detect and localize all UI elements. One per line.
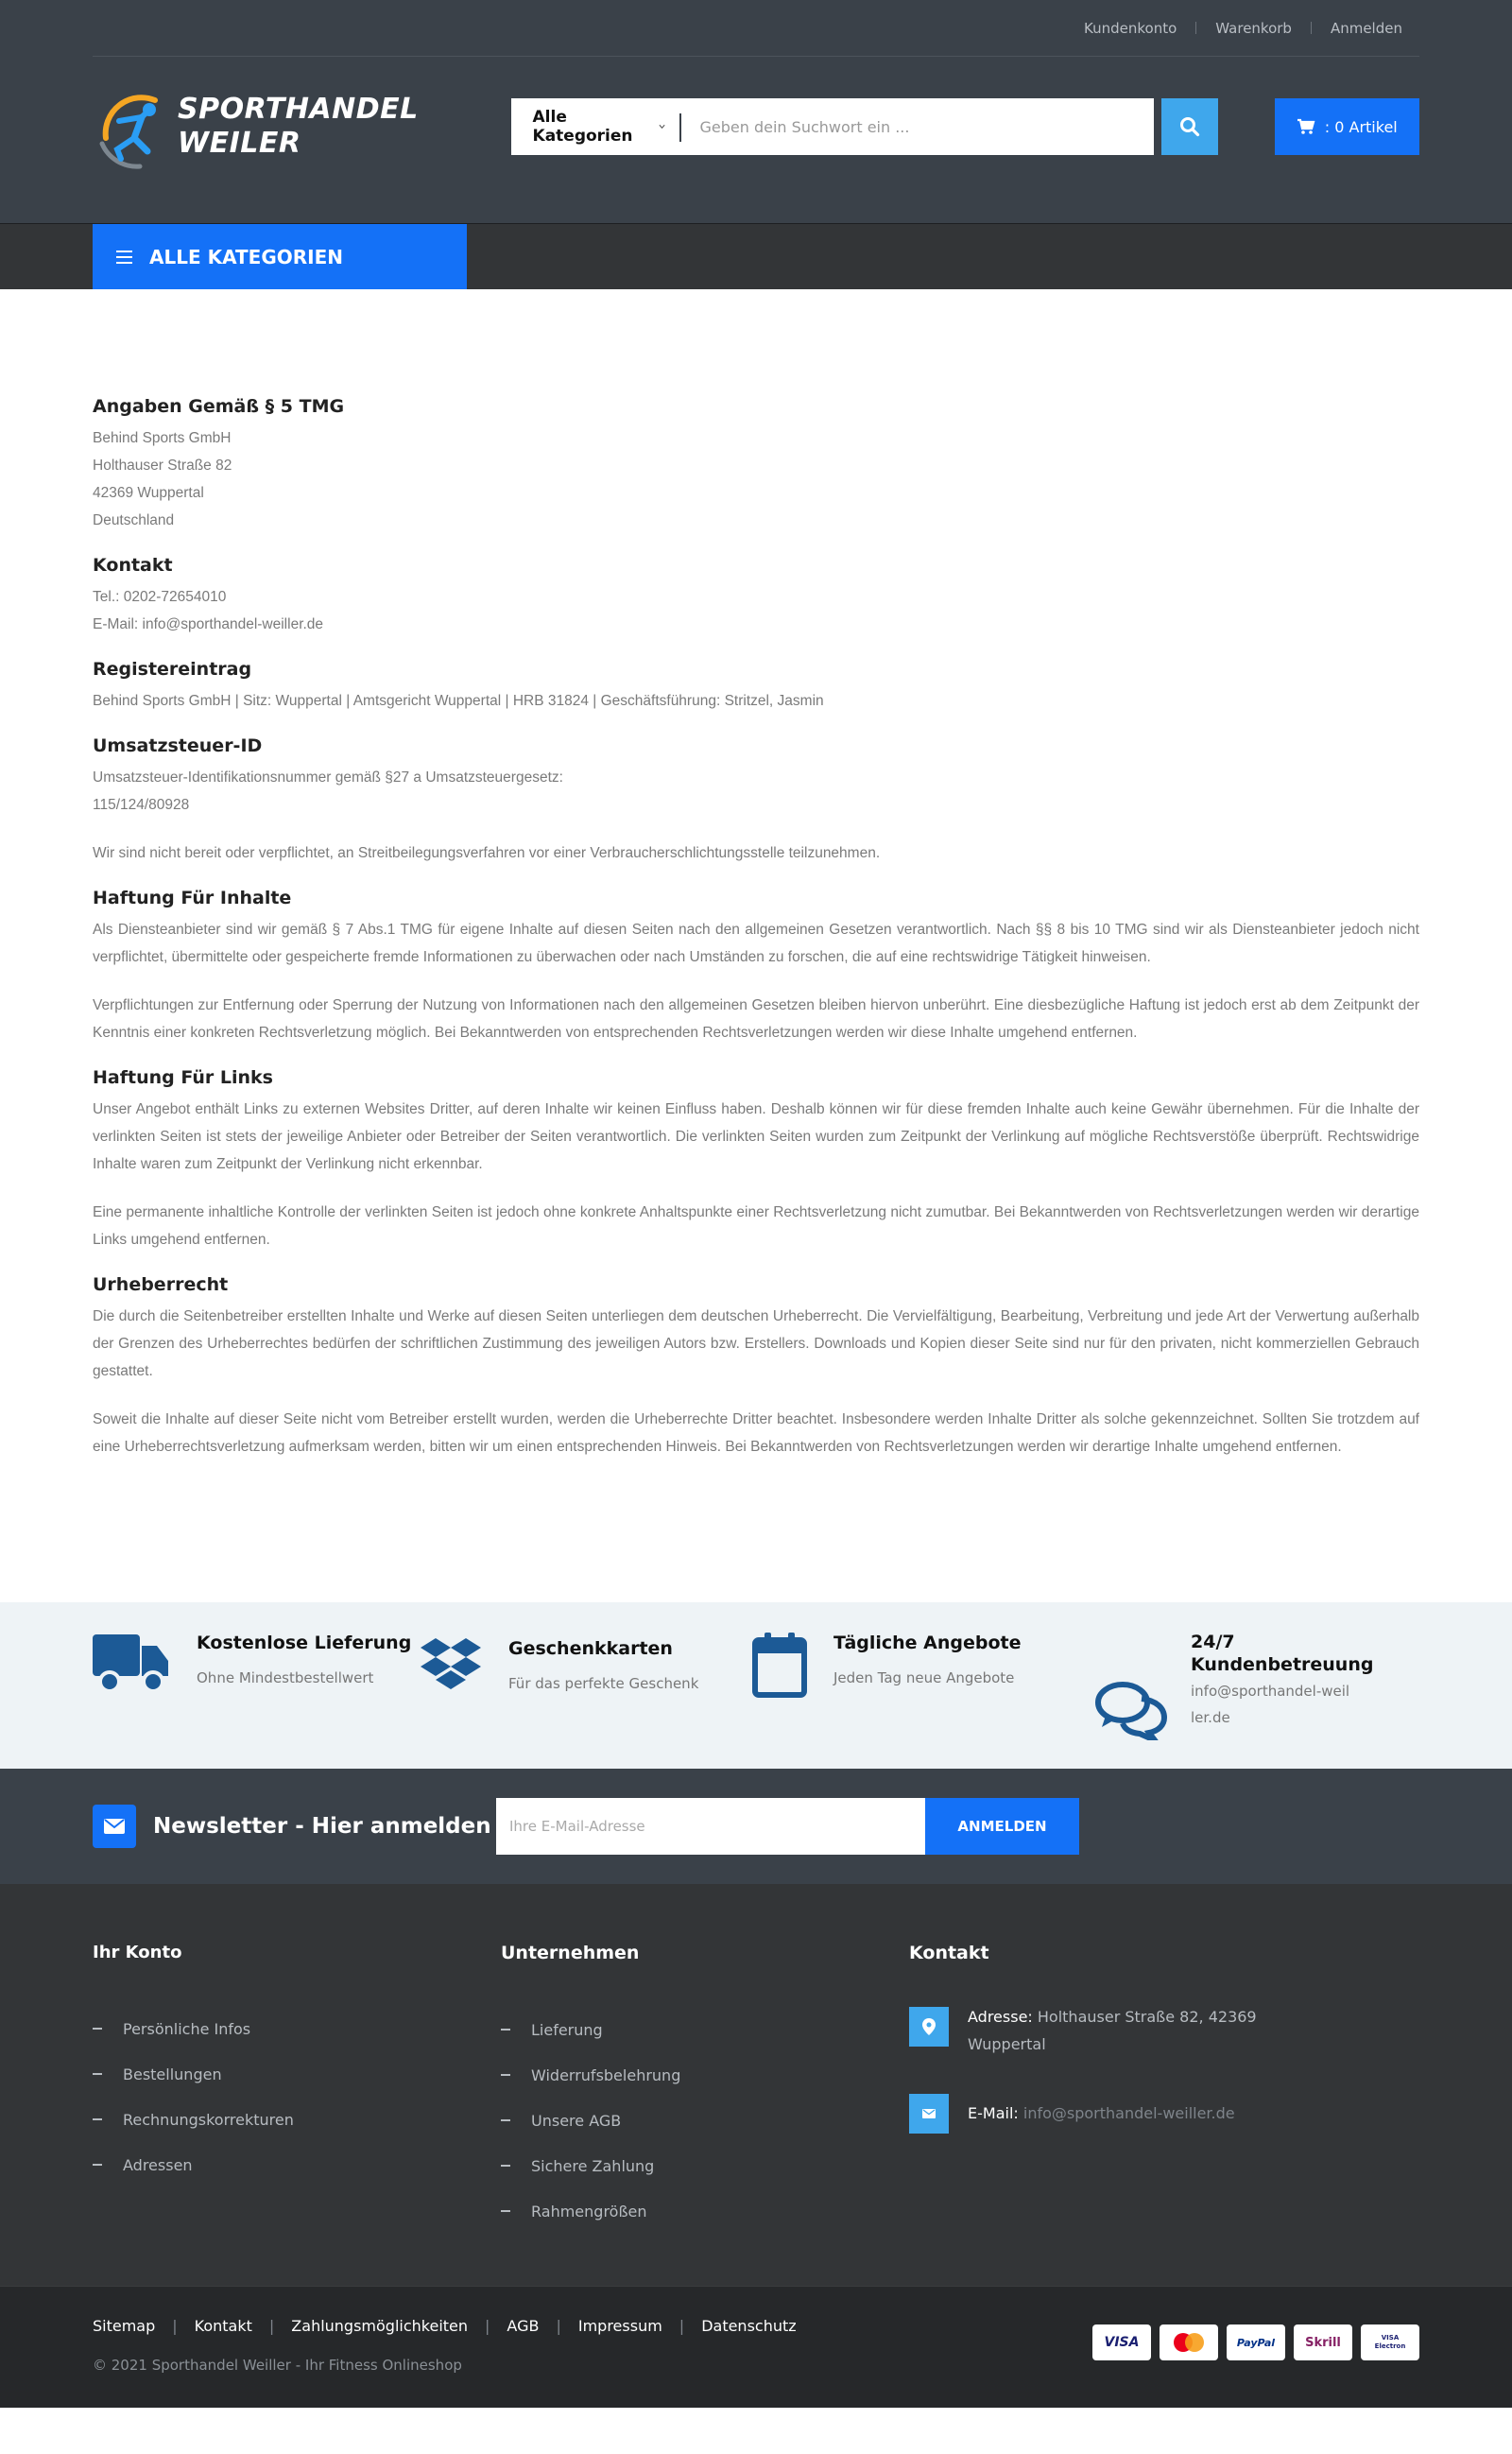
visa-icon: VISA: [1092, 2324, 1151, 2360]
haftung-links-paragraph: Eine permanente inhaltliche Kontrolle der verlinkten Seiten ist jedoch ohne konkrete Anhaltspunkte einer Rechtsverletzung nicht zumutbar. Bei Bekanntwerden von Rechtsverletzungen werden wir derartige Links umgehend entfernen.: [93, 1204, 1419, 1248]
link-zahlung[interactable]: Zahlungsmöglichkeiten: [291, 2317, 469, 2335]
link-impressum[interactable]: Impressum: [577, 2317, 662, 2335]
bottom-links: [93, 2317, 797, 2335]
footer-link[interactable]: [501, 2098, 909, 2143]
feature-item: [1094, 1602, 1419, 1740]
site-footer: [0, 1884, 1512, 2286]
tmg-line: Holthauser Straße 82: [93, 458, 232, 474]
address-label: Adresse:: [968, 2008, 1033, 2026]
envelope-icon: [909, 2094, 949, 2134]
newsletter-subscribe-button[interactable]: ANMELDEN: [925, 1798, 1079, 1855]
email-line: E-Mail: info@sporthandel-weiller.de: [93, 616, 324, 632]
link-agb[interactable]: AGB: [507, 2317, 540, 2335]
newsletter-bar: [0, 1769, 1512, 1884]
urheberrecht-paragraph: Soweit die Inhalte auf dieser Seite nicht vom Betreiber erstellt wurden, werden die Urheberrechte Dritter beachtet. Insbesondere werden Inhalte Dritter als solche gekennzeichnet. Sollten Sie trotzdem auf eine Urheberrechtsverletzung aufmerksam werden, bitten wir um einen entsprechenden Hinweis. Bei Bekanntwerden von Rechtsverletzungen werden wir derartige Inhalte umgehend entfernen.: [93, 1411, 1419, 1455]
category-select[interactable]: [511, 98, 681, 155]
address-value: Holthauser Straße 82, 42369 Wuppertal: [968, 2008, 1257, 2053]
feature-item: [752, 1602, 1094, 1699]
dash-icon: [501, 2210, 510, 2212]
contact-address: [909, 2007, 1419, 2058]
footer-link[interactable]: [93, 2142, 501, 2187]
impressum-content: [0, 289, 1512, 1602]
feature-subtitle: Für das perfekte Geschenk: [508, 1675, 699, 1692]
feature-subtitle: Ohne Mindestbestellwert: [197, 1669, 374, 1686]
paypal-icon: PayPal: [1227, 2324, 1285, 2360]
dash-icon: [93, 2028, 102, 2030]
search-bar: [511, 98, 1218, 155]
dropbox-icon: [420, 1638, 482, 1693]
link-warenkorb[interactable]: Warenkorb: [1215, 19, 1292, 37]
footer-link-label: Adressen: [123, 2155, 193, 2174]
feature-subtitle: info@sporthandel-weiller.de: [1191, 1683, 1350, 1726]
footer-link-label: Lieferung: [531, 2020, 603, 2039]
dash-icon: [501, 2119, 510, 2121]
urheberrecht-paragraph: Die durch die Seitenbetreiber erstellten Inhalte und Werke auf diesen Seiten unterliegen dem deutschen Urheberrecht. Die Vervielfältigung, Bearbeitung, Verbreitung und jede Art der Verwertung außerhalb der Grenzen des Urheberrechtes bedürfen der schriftlichen Zustimmung des jeweiligen Autors bzw. Erstellers. Downloads und Kopien dieser Seite sind nur für den privaten, nicht kommerziellen Gebrauch gestattet.: [93, 1308, 1419, 1379]
category-bar: [0, 223, 1512, 289]
feature-title: Kostenlose Lieferung: [197, 1633, 412, 1653]
tmg-line: 42369 Wuppertal: [93, 485, 204, 501]
haftung-inhalte-heading: Haftung Für Inhalte: [93, 888, 292, 908]
logo-line-2: WEILER: [178, 127, 301, 160]
newsletter-email-input[interactable]: [496, 1798, 925, 1855]
register-heading: Registereintrag: [93, 659, 252, 680]
footer-link[interactable]: [93, 2006, 501, 2051]
footer-link[interactable]: [501, 2143, 909, 2188]
logo-line-1: SPORTHANDEL: [178, 93, 419, 126]
ust-heading: Umsatzsteuer-ID: [93, 735, 263, 756]
dash-icon: [501, 2165, 510, 2167]
ust-line: 115/124/80928: [93, 797, 190, 813]
haftung-links-heading: Haftung Für Links: [93, 1067, 273, 1088]
email-label: E-Mail:: [968, 2104, 1019, 2122]
footer-link-label: Unsere AGB: [531, 2111, 622, 2130]
dash-icon: [501, 2029, 510, 2031]
footer-link-label: Bestellungen: [123, 2065, 222, 2083]
footer-heading: Ihr Konto: [93, 1943, 182, 1962]
footer-link-label: Rahmengrößen: [531, 2202, 647, 2221]
athlete-logo-icon: [93, 79, 178, 174]
envelope-icon: [93, 1805, 136, 1848]
footer-link[interactable]: [501, 2007, 909, 2052]
footer-column-konto: [93, 1943, 501, 2234]
link-kontakt[interactable]: Kontakt: [194, 2317, 252, 2335]
category-select-value: Alle Kategorien: [532, 108, 633, 146]
footer-link[interactable]: [93, 2097, 501, 2142]
footer-link[interactable]: [93, 2051, 501, 2097]
chat-icon: [1094, 1680, 1168, 1740]
truck-icon: [93, 1633, 170, 1695]
bottom-bar: [0, 2286, 1512, 2408]
dash-icon: [93, 2073, 102, 2075]
feature-title: 24/7 Kundenbetreuung: [1191, 1632, 1374, 1675]
link-sitemap[interactable]: Sitemap: [93, 2317, 156, 2335]
divider: |: [556, 2317, 561, 2335]
footer-heading: Kontakt: [909, 1943, 989, 1963]
chevron-down-icon: [659, 124, 665, 130]
footer-heading: Unternehmen: [501, 1943, 640, 1963]
payment-methods: [1092, 2324, 1419, 2360]
menu-icon: [116, 247, 132, 268]
footer-link[interactable]: [501, 2052, 909, 2098]
link-anmelden[interactable]: Anmelden: [1330, 19, 1402, 37]
ust-line: Umsatzsteuer-Identifikationsnummer gemäß §27 a Umsatzsteuergesetz:: [93, 769, 563, 786]
top-bar: [93, 0, 1419, 57]
register-text: Behind Sports GmbH | Sitz: Wuppertal | Amtsgericht Wuppertal | HRB 31824 | Geschäftsführung: Stritzel, Jasmin: [93, 693, 824, 709]
footer-link-label: Widerrufsbelehrung: [531, 2065, 681, 2084]
tmg-heading: Angaben Gemäß § 5 TMG: [93, 396, 345, 417]
logo-text: [178, 93, 419, 161]
visa-electron-label: VISA Electron: [1374, 2334, 1406, 2350]
haftung-inhalte-paragraph: Verpflichtungen zur Entfernung oder Sperrung der Nutzung von Informationen nach den allgemeinen Gesetzen bleiben hiervon unberührt. Eine diesbezügliche Haftung ist jedoch erst ab dem Zeitpunkt der Kenntnis einer konkreten Rechtsverletzung möglich. Bei Bekanntwerden von entsprechenden Rechtsverletzungen werden wir diese Inhalte umgehend entfernen.: [93, 997, 1419, 1041]
link-kundenkonto[interactable]: Kundenkonto: [1084, 19, 1177, 37]
footer-column-unternehmen: [501, 1943, 909, 2234]
phone-line: Tel.: 0202-72654010: [93, 589, 227, 605]
kontakt-heading: Kontakt: [93, 555, 173, 576]
calendar-icon: [752, 1633, 807, 1699]
map-pin-icon: [909, 2007, 949, 2047]
copyright: © 2021 Sporthandel Weiller - Ihr Fitness Onlineshop: [93, 2357, 462, 2374]
all-categories-button[interactable]: [93, 224, 467, 289]
cart-button[interactable]: [1275, 98, 1419, 155]
tmg-line: Deutschland: [93, 512, 175, 528]
feature-item: [93, 1602, 420, 1695]
link-datenschutz[interactable]: Datenschutz: [701, 2317, 797, 2335]
skrill-icon: Skrill: [1294, 2324, 1352, 2360]
divider: |: [268, 2317, 275, 2335]
contact-email: [909, 2094, 1419, 2134]
divider: |: [172, 2317, 178, 2335]
mastercard-icon: [1160, 2324, 1218, 2360]
feature-subtitle: Jeden Tag neue Angebote: [833, 1669, 1015, 1686]
visa-electron-icon: [1361, 2324, 1419, 2360]
footer-link-label: Sichere Zahlung: [531, 2156, 655, 2175]
newsletter-title: Newsletter - Hier anmelden: [153, 1814, 491, 1839]
all-categories-label: ALLE KATEGORIEN: [149, 245, 343, 268]
site-header: [0, 0, 1512, 223]
email-link[interactable]: info@sporthandel-weiller.de: [1022, 2104, 1235, 2122]
haftung-inhalte-paragraph: Als Diensteanbieter sind wir gemäß § 7 Abs.1 TMG für eigene Inhalte auf diesen Seiten nach den allgemeinen Gesetzen verantwortlich. Nach §§ 8 bis 10 TMG sind wir als Diensteanbieter jedoch nicht verpflichtet, übermittelte oder gespeicherte fremde Informationen zu überwachen oder nach Umständen zu forschen, die auf eine rechtswidrige Tätigkeit hinweisen.: [93, 922, 1419, 965]
haftung-links-paragraph: Unser Angebot enthält Links zu externen Websites Dritter, auf deren Inhalte wir keinen Einfluss haben. Deshalb können wir für diese fremden Inhalte auch keine Gewähr übernehmen. Für die Inhalte der verlinkten Seiten ist stets der jeweilige Anbieter oder Betreiber der Seiten verantwortlich. Die verlinkten Seiten wurden zum Zeitpunkt der Verlinkung auf mögliche Rechtsverstöße überprüft. Rechtswidrige Inhalte waren zum Zeitpunkt der Verlinkung nicht erkennbar.: [93, 1101, 1419, 1172]
dash-icon: [93, 2164, 102, 2166]
search-button[interactable]: [1161, 98, 1218, 155]
search-input[interactable]: [681, 98, 1154, 155]
footer-link-label: Rechnungskorrekturen: [123, 2110, 294, 2129]
urheberrecht-heading: Urheberrecht: [93, 1274, 229, 1295]
footer-column-kontakt: [909, 1943, 1419, 2234]
footer-link[interactable]: [501, 2188, 909, 2234]
footer-link-label: Persönliche Infos: [123, 2019, 251, 2038]
dash-icon: [93, 2118, 102, 2120]
site-logo[interactable]: [93, 79, 511, 174]
divider: |: [485, 2317, 490, 2335]
search-icon: [1179, 116, 1200, 137]
features-strip: [0, 1602, 1512, 1769]
divider: |: [679, 2317, 685, 2335]
feature-title: Tägliche Angebote: [833, 1633, 1022, 1653]
cart-icon: [1297, 118, 1315, 135]
feature-title: Geschenkkarten: [508, 1638, 673, 1659]
tmg-line: Behind Sports GmbH: [93, 430, 232, 446]
feature-item: [420, 1602, 752, 1697]
dash-icon: [501, 2074, 510, 2076]
streit-text: Wir sind nicht bereit oder verpflichtet, an Streitbeilegungsverfahren vor einer Verbraucherschlichtungsstelle teilzunehmen.: [93, 845, 881, 861]
cart-count: : 0 Artikel: [1324, 117, 1398, 136]
